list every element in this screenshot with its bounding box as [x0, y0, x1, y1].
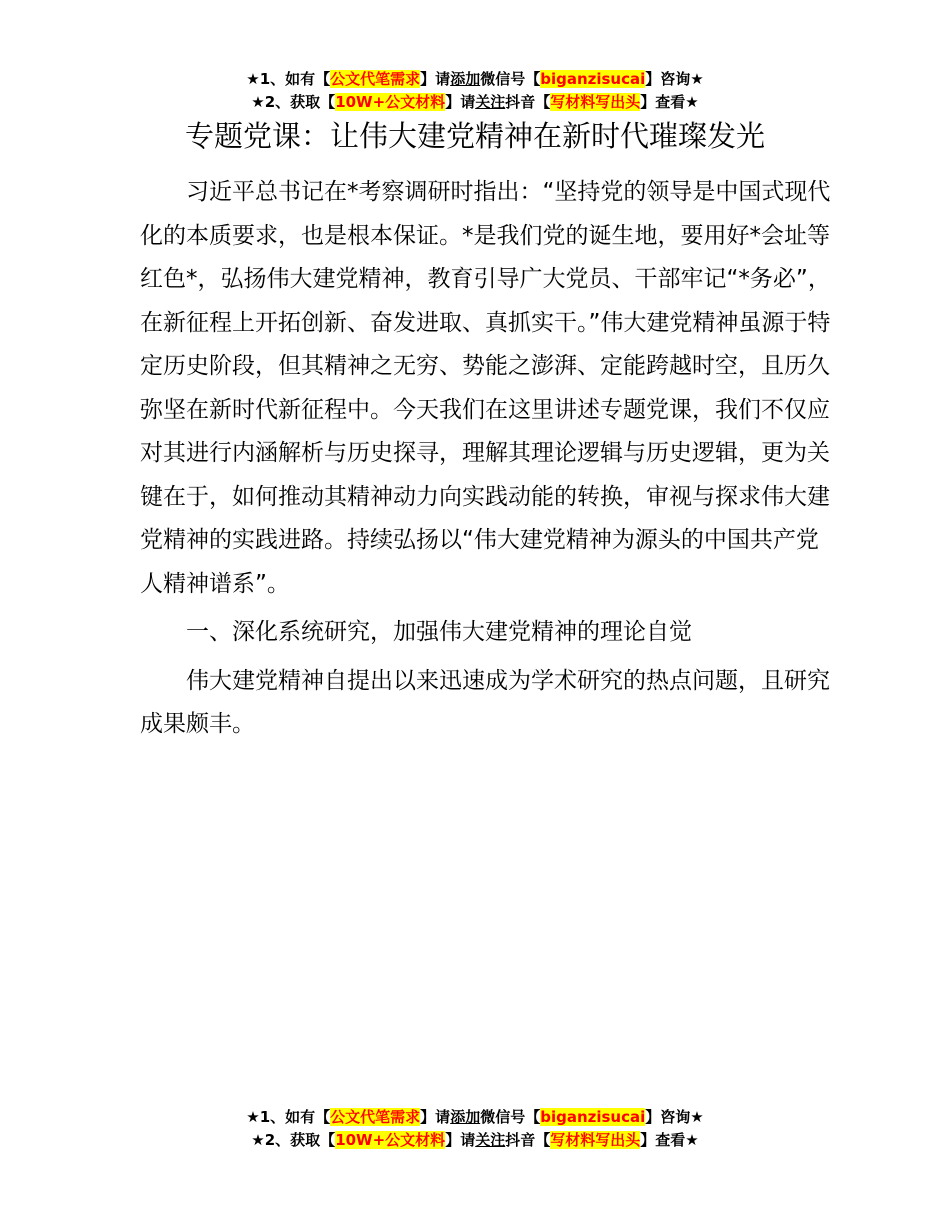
banner-text: 】请 [445, 1131, 476, 1149]
header-banner [0, 68, 950, 114]
banner-text: 】请 [420, 1108, 451, 1126]
banner-line-1 [0, 68, 950, 91]
banner-line-1 [0, 1106, 950, 1129]
banner-text: ★1、如有【 [246, 70, 331, 88]
banner-text: 抖音【 [505, 1131, 551, 1149]
banner-highlight: 写材料写出头 [550, 1131, 641, 1149]
banner-text: 】咨询★ [645, 70, 704, 88]
section-heading: 一、深化系统研究，加强伟大建党精神的理论自觉 [186, 619, 692, 645]
banner-text: ★2、获取【 [251, 93, 336, 111]
banner-highlight: 公文代笔需求 [330, 1108, 421, 1126]
banner-underline: 添加 [450, 1108, 481, 1126]
banner-highlight: 10W+公文材料 [335, 93, 446, 111]
banner-highlight: 写材料写出头 [550, 93, 641, 111]
footer-banner [0, 1106, 950, 1152]
banner-text: 】请 [445, 93, 476, 111]
banner-text: 】查看★ [640, 93, 699, 111]
banner-text: 微信号【 [480, 1108, 541, 1126]
banner-line-2 [0, 91, 950, 114]
banner-text: 微信号【 [480, 70, 541, 88]
banner-underline: 关注 [475, 1131, 506, 1149]
banner-text: 】请 [420, 70, 451, 88]
banner-text: 】咨询★ [645, 1108, 704, 1126]
banner-wechat-id: biganzisucai [540, 70, 646, 88]
banner-underline: 添加 [450, 70, 481, 88]
banner-text: ★2、获取【 [251, 1131, 336, 1149]
banner-line-2 [0, 1129, 950, 1152]
banner-highlight: 公文代笔需求 [330, 70, 421, 88]
document-title: 专题党课：让伟大建党精神在新时代璀璨发光 [184, 119, 765, 153]
banner-wechat-id: biganzisucai [540, 1108, 646, 1126]
document-body [140, 171, 840, 747]
banner-text: ★1、如有【 [246, 1108, 331, 1126]
banner-text: 抖音【 [505, 93, 551, 111]
banner-underline: 关注 [475, 93, 506, 111]
body-paragraph: 伟大建党精神自提出以来迅速成为学术研究的热点问题，且研究成果颇丰。 [140, 667, 830, 737]
banner-text: 】查看★ [640, 1131, 699, 1149]
banner-highlight: 10W+公文材料 [335, 1131, 446, 1149]
body-paragraph: 习近平总书记在*考察调研时指出：“坚持党的领导是中国式现代化的本质要求，也是根本保证。*是我们党的诞生地，要用好*会址等红色*，弘扬伟大建党精神，教育引导广大党员、干部牢记“*务必”，在新征程上开拓创新、奋发进取、真抓实干。”伟大建党精神虽源于特定历史阶段，但其精神之无穷、势能之澎湃、定能跨越时空，且历久弥坚在新时代新征程中。今天我们在这里讲述专题党课，我们不仅应对其进行内涵解析与历史探寻，理解其理论逻辑与历史逻辑，更为关键在于，如何推动其精神动力向实践动能的转换，审视与探求伟大建党精神的实践进路。持续弘扬以“伟大建党精神为源头的中国共产党人精神谱系”。 [140, 179, 831, 597]
